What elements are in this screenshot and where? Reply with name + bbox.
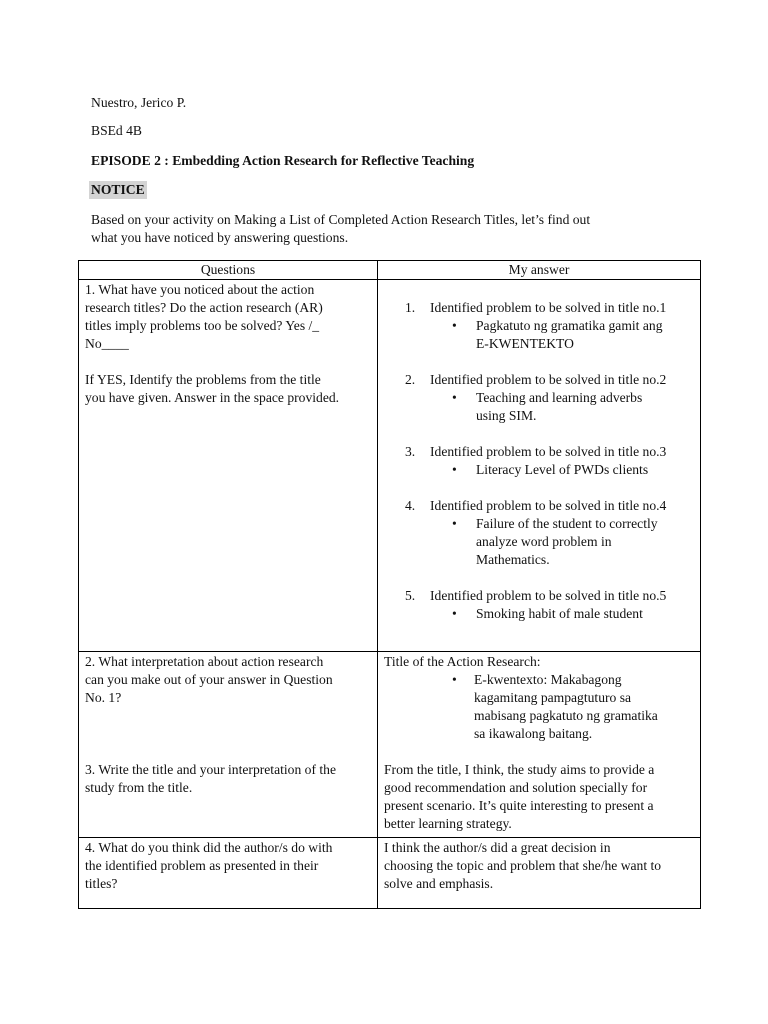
list-item: 1. Identified problem to be solved in title no.1 • Pagkatuto ng gramatika gamit ang E-KWENTEKTO [384, 299, 695, 353]
questions-table [78, 260, 701, 909]
answer-cell [378, 652, 701, 838]
table-row [79, 838, 701, 909]
title-label: Title of the Action Research: [384, 654, 541, 669]
question-line: research titles? Do the action research (AR) [85, 300, 323, 315]
question-line: 1. What have you noticed about the action [85, 282, 315, 297]
bullet-item: • Failure of the student to correctly analyze word problem in Mathematics. [430, 515, 695, 569]
student-name: Nuestro, Jerico P. [91, 95, 187, 110]
bullet-item: • E-kwentexto: Makabagong kagamitang pampagtuturo sa mabisang pagkatuto ng gramatika sa ikawalong baitang. [384, 671, 695, 743]
question-line: you have given. Answer in the space provided. [85, 390, 340, 405]
answer-line: choosing the topic and problem that she/he want to [384, 858, 662, 873]
question-line: 3. Write the title and your interpretation of the [85, 762, 336, 777]
question-line: If YES, Identify the problems from the title [85, 372, 321, 387]
answer-line: good recommendation and solution specially for [384, 780, 648, 795]
question-line: titles? [85, 876, 118, 891]
bullet-list [430, 389, 695, 425]
problem-label: Identified problem to be solved in title no.4 [430, 498, 667, 513]
question-line: No. 1? [85, 690, 122, 705]
bullet-item: • Literacy Level of PWDs clients [430, 461, 695, 479]
table-header-row [79, 261, 701, 280]
list-item: 5. Identified problem to be solved in title no.5 • Smoking habit of male student [384, 587, 695, 623]
bullet-item: • Pagkatuto ng gramatika gamit ang E-KWENTEKTO [430, 317, 695, 353]
problem-label: Identified problem to be solved in title no.1 [430, 300, 667, 315]
answer-cell [378, 280, 701, 652]
list-item: 3. Identified problem to be solved in title no.3 • Literacy Level of PWDs clients [384, 443, 695, 479]
intro-line: Based on your activity on Making a List of Completed Action Research Titles, let’s find out [91, 212, 591, 227]
list-item: 2. Identified problem to be solved in title no.2 • Teaching and learning adverbs using SIM. [384, 371, 695, 425]
answer-line: From the title, I think, the study aims to provide a [384, 762, 655, 777]
intro-line: what you have noticed by answering questions. [91, 230, 349, 245]
answer-line: better learning strategy. [384, 816, 512, 831]
answer-column-header: My answer [378, 261, 701, 280]
answer-line: I think the author/s did a great decision in [384, 840, 611, 855]
answer-line: solve and emphasis. [384, 876, 494, 891]
intro-paragraph [91, 211, 691, 247]
bullet-item: • Smoking habit of male student [430, 605, 695, 623]
problems-list [384, 299, 695, 623]
episode-title: EPISODE 2 : Embedding Action Research for Reflective Teaching [91, 153, 475, 168]
problem-label: Identified problem to be solved in title no.2 [430, 372, 667, 387]
table-row [79, 652, 701, 838]
answer-cell [378, 838, 701, 909]
bullet-list [430, 461, 695, 479]
question-cell [79, 838, 378, 909]
bullet-item: • Teaching and learning adverbs using SIM. [430, 389, 695, 425]
notice-heading: NOTICE [91, 182, 145, 197]
questions-column-header: Questions [79, 261, 378, 280]
question-line: No____ [85, 336, 129, 351]
problem-label: Identified problem to be solved in title no.3 [430, 444, 667, 459]
question-line: study from the title. [85, 780, 193, 795]
question-line: 2. What interpretation about action research [85, 654, 324, 669]
question-cell [79, 280, 378, 652]
question-line: can you make out of your answer in Question [85, 672, 333, 687]
bullet-list [430, 515, 695, 569]
student-course: BSEd 4B [91, 123, 142, 138]
problem-label: Identified problem to be solved in title no.5 [430, 588, 667, 603]
bullet-list [430, 605, 695, 623]
answer-line: present scenario. It’s quite interesting to present a [384, 798, 654, 813]
question-line: 4. What do you think did the author/s do with [85, 840, 333, 855]
bullet-list [430, 317, 695, 353]
question-cell [79, 652, 378, 838]
list-item: 4. Identified problem to be solved in title no.4 • Failure of the student to correctly analyze word problem in Mathematics. [384, 497, 695, 569]
bullet-list [384, 671, 695, 743]
question-line: the identified problem as presented in their [85, 858, 319, 873]
question-line: titles imply problems too be solved? Yes /_ [85, 318, 320, 333]
table-row [79, 280, 701, 652]
